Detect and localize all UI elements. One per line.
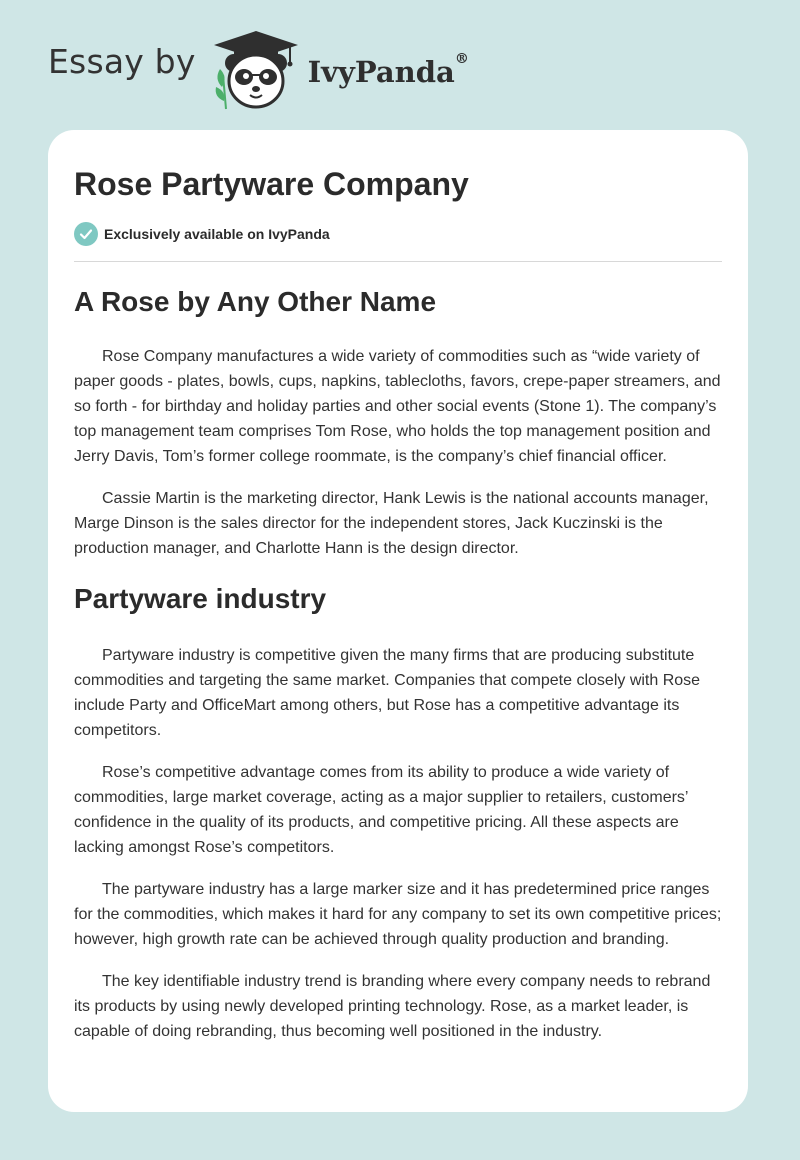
brand-text: IvyPanda bbox=[307, 55, 455, 89]
essay-body bbox=[74, 282, 722, 1044]
section-heading: Partyware industry bbox=[74, 583, 327, 614]
paragraph: Rose Company manufactures a wide variety of commodities such as “wide variety of paper goods - plates, bowls, cups, napkins, tablecloths, favors, crepe-paper streamers, and so forth - for birthday and holiday parties and other social events (Stone 1). The company’s top management team comprises Tom Rose, who holds the top management position and Jerry Davis, Tom’s former college roommate, is the company’s chief financial officer. bbox=[74, 348, 721, 465]
essay-by-label: Essay by bbox=[48, 41, 196, 81]
page-title: Rose Partyware Company bbox=[74, 166, 469, 202]
brand-name[interactable] bbox=[307, 51, 469, 89]
paragraph: Partyware industry is competitive given the many firms that are producing substitute commodities and targeting the same market. Companies that compete closely with Rose include Party and OfficeMart among others, but Rose has a competitive advantage its competitors. bbox=[74, 647, 701, 739]
title-divider bbox=[74, 261, 722, 262]
exclusive-badge-label: Exclusively available on IvyPanda bbox=[104, 226, 330, 242]
section-heading: A Rose by Any Other Name bbox=[74, 286, 437, 317]
registered-mark: ® bbox=[454, 51, 469, 67]
paragraph: The partyware industry has a large marker size and it has predetermined price ranges for the commodities, which makes it hard for any company to set its own competitive prices; however, high growth rate can be achieved through quality production and branding. bbox=[74, 881, 722, 948]
paragraph: Cassie Martin is the marketing director, Hank Lewis is the national accounts manager, Marge Dinson is the sales director for the independent stores, Jack Kuczinski is the production manager, and Charlotte Hann is the design director. bbox=[74, 490, 709, 557]
site-header bbox=[48, 30, 469, 110]
paragraph: Rose’s competitive advantage comes from its ability to produce a wide variety of commodities, large market coverage, acting as a major supplier to retailers, customers’ confidence in the quality of its products, and competitive pricing. All these aspects are lacking amongst Rose’s competitors. bbox=[74, 764, 688, 856]
paragraph: The key identifiable industry trend is branding where every company needs to rebrand its products by using newly developed printing technology. Rose, as a market leader, is capable of doing rebranding, thus becoming well positioned in the industry. bbox=[74, 973, 711, 1040]
panda-logo-icon[interactable] bbox=[210, 29, 302, 111]
exclusive-badge bbox=[74, 222, 330, 246]
essay-card bbox=[48, 130, 748, 1112]
check-circle-icon bbox=[74, 222, 98, 246]
